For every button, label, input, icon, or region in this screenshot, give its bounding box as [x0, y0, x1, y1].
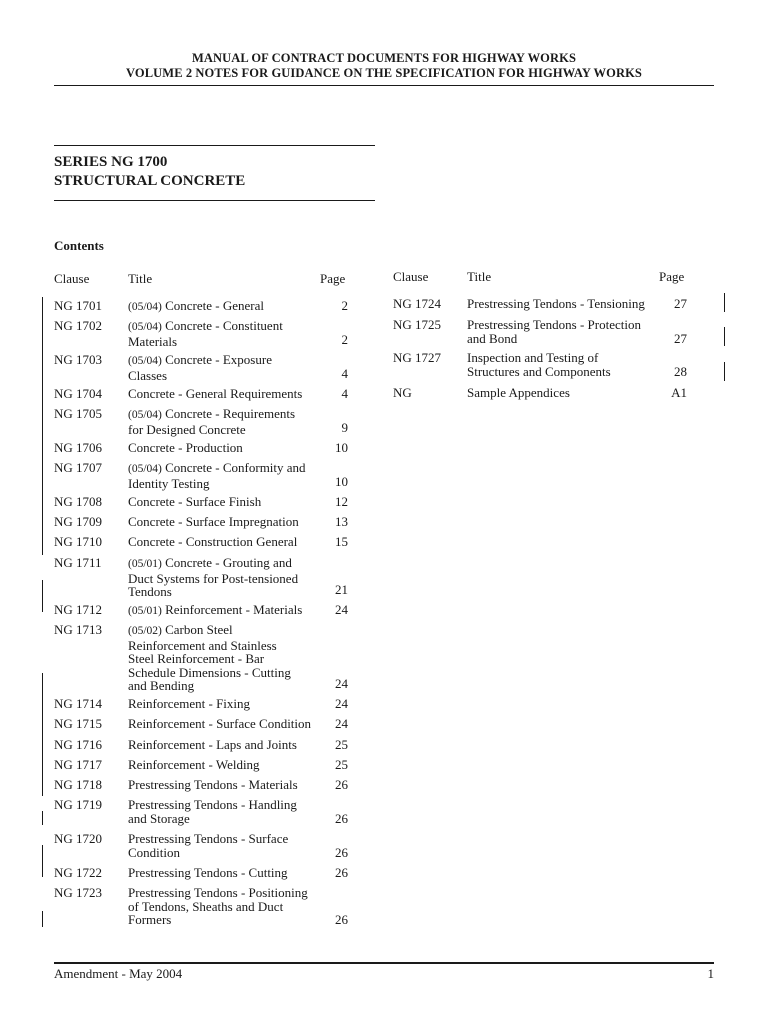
page-reference: 24	[335, 696, 348, 711]
clause-title	[128, 886, 308, 927]
clause-number: NG 1704	[54, 386, 103, 401]
clause-title	[128, 387, 302, 401]
page-reference: 10	[335, 440, 348, 455]
page-reference: 26	[335, 810, 348, 826]
series-number: SERIES NG 1700	[54, 154, 168, 170]
page-reference: 24	[335, 602, 348, 617]
change-bar	[42, 811, 43, 825]
page-reference: 15	[335, 534, 348, 549]
page-reference: 9	[341, 419, 348, 435]
clause-title	[128, 407, 295, 436]
clause-number: NG 1703	[54, 352, 103, 367]
document-header-line-1: MANUAL OF CONTRACT DOCUMENTS FOR HIGHWAY WORKS	[191, 51, 577, 65]
amendment-code: (05/04)	[128, 463, 162, 475]
clause-number: NG 1714	[54, 696, 103, 711]
title-line: Reinforcement - Laps and Joints	[128, 737, 297, 752]
clause-title	[128, 299, 264, 315]
title-line: Materials	[128, 333, 178, 349]
clause-title	[467, 351, 611, 378]
change-bar	[42, 580, 43, 612]
clause-title	[128, 832, 288, 859]
clause-number: NG 1717	[54, 757, 103, 772]
title-line: Identity Testing	[128, 475, 210, 491]
page-reference: 26	[335, 844, 348, 860]
change-bar	[42, 911, 43, 927]
clause-title	[128, 778, 298, 792]
change-bar	[42, 845, 43, 877]
clause-title	[467, 386, 570, 400]
amendment-code: (05/04)	[128, 355, 162, 367]
clause-number: NG 1723	[54, 885, 103, 900]
title-line: for Designed Concrete	[128, 421, 246, 437]
title-line: Reinforcement - Welding	[128, 757, 260, 772]
clause-number: NG 1707	[54, 460, 103, 475]
title-line: Concrete - Construction General	[128, 534, 298, 549]
title-line: Tendons	[128, 584, 172, 599]
title-line: Sample Appendices	[467, 385, 570, 400]
clause-title	[128, 556, 298, 599]
page-reference: 24	[335, 716, 348, 731]
right-col-title-heading: Title	[467, 269, 492, 284]
title-line: Prestressing Tendons - Tensioning	[467, 296, 645, 311]
clause-title	[467, 318, 641, 345]
clause-number: NG 1722	[54, 865, 103, 880]
amendment-code: (05/01)	[128, 605, 162, 617]
clause-number: NG 1709	[54, 514, 103, 529]
clause-title	[467, 297, 645, 311]
page-reference: A1	[671, 385, 687, 400]
title-line: Steel Reinforcement - Bar	[128, 651, 265, 666]
title-line: Prestressing Tendons - Cutting	[128, 865, 288, 880]
title-line: Duct Systems for Post-tensioned	[128, 570, 299, 586]
amendment-code: (05/04)	[128, 301, 162, 313]
left-col-clause-heading: Clause	[54, 271, 90, 286]
amendment-code: (05/04)	[128, 321, 162, 333]
change-bar	[724, 362, 725, 381]
title-line: Condition	[128, 844, 181, 860]
page-reference: 27	[674, 330, 687, 346]
clause-title	[128, 495, 261, 509]
clause-number: NG 1702	[54, 318, 103, 333]
clause-number: NG	[393, 385, 412, 400]
title-line: Concrete - Surface Impregnation	[128, 514, 299, 529]
change-bar	[42, 297, 43, 555]
clause-number: NG 1712	[54, 602, 103, 617]
clause-number: NG 1727	[393, 350, 442, 365]
title-line: Classes	[128, 367, 167, 383]
clause-title	[128, 697, 250, 711]
page-reference: 25	[335, 757, 348, 772]
clause-title	[128, 319, 283, 348]
amendment-code: (05/02)	[128, 625, 162, 637]
clause-number: NG 1706	[54, 440, 103, 455]
page-reference: 25	[335, 737, 348, 752]
clause-title	[128, 461, 306, 490]
title-line: Reinforcement - Surface Condition	[128, 716, 312, 731]
page-reference: 26	[335, 865, 348, 880]
footer-rule	[54, 962, 714, 964]
change-bar	[724, 293, 725, 312]
clause-title	[128, 603, 302, 619]
clause-title	[128, 623, 291, 693]
clause-title	[128, 535, 297, 549]
contents-label: Contents	[54, 238, 104, 253]
page-reference: 28	[674, 363, 687, 379]
title-line: Prestressing Tendons - Handling	[128, 797, 297, 812]
page-reference: 13	[335, 514, 348, 529]
series-top-rule	[54, 145, 375, 146]
page-reference: 12	[335, 494, 348, 509]
clause-number: NG 1710	[54, 534, 103, 549]
title-line: of Tendons, Sheaths and Duct	[128, 898, 284, 914]
clause-number: NG 1705	[54, 406, 103, 421]
series-name: STRUCTURAL CONCRETE	[54, 173, 246, 189]
clause-number: NG 1716	[54, 737, 103, 752]
title-line: Concrete - Conformity and	[165, 460, 306, 475]
clause-number: NG 1701	[54, 298, 103, 313]
title-line: Schedule Dimensions - Cutting	[128, 664, 291, 680]
title-line: Concrete - General Requirements	[128, 386, 303, 401]
title-line: Reinforcement and Stainless	[128, 637, 277, 653]
title-line: Prestressing Tendons - Positioning	[128, 885, 308, 900]
amendment-code: (05/04)	[128, 409, 162, 421]
left-col-title-heading: Title	[128, 271, 153, 286]
clause-number: NG 1708	[54, 494, 103, 509]
amendment-date: Amendment - May 2004	[54, 966, 183, 981]
title-line: and Bending	[128, 678, 195, 693]
page-reference: 21	[335, 582, 348, 597]
clause-number: NG 1715	[54, 716, 103, 731]
page-reference: 26	[335, 912, 348, 927]
title-line: Inspection and Testing of	[467, 350, 599, 365]
title-line: and Storage	[128, 810, 190, 826]
clause-title	[128, 866, 288, 880]
title-line: Concrete - Grouting and	[165, 555, 292, 570]
change-bar	[42, 673, 43, 796]
page-reference: 2	[341, 331, 348, 347]
left-col-page-heading: Page	[320, 271, 346, 286]
title-line: Prestressing Tendons - Materials	[128, 777, 298, 792]
page-reference: 10	[335, 473, 348, 489]
clause-number: NG 1720	[54, 831, 103, 846]
title-line: Reinforcement - Materials	[165, 602, 303, 617]
page-reference: 26	[335, 777, 348, 792]
title-line: Concrete - Production	[128, 440, 243, 455]
clause-title	[128, 738, 297, 752]
title-line: Carbon Steel	[165, 622, 233, 637]
clause-number: NG 1725	[393, 317, 442, 332]
title-line: Prestressing Tendons - Surface	[128, 831, 289, 846]
clause-number: NG 1719	[54, 797, 103, 812]
right-col-page-heading: Page	[659, 269, 685, 284]
right-col-clause-heading: Clause	[393, 269, 429, 284]
page-reference: 4	[341, 386, 348, 401]
series-bottom-rule	[54, 200, 375, 201]
clause-number: NG 1724	[393, 296, 442, 311]
title-line: Concrete - Constituent	[165, 318, 283, 333]
change-bar	[724, 327, 725, 346]
clause-number: NG 1713	[54, 622, 103, 637]
document-header-line-2: VOLUME 2 NOTES FOR GUIDANCE ON THE SPECIFICATION FOR HIGHWAY WORKS	[126, 66, 642, 80]
clause-title	[128, 798, 297, 825]
page-reference: 27	[674, 296, 687, 311]
title-line: Concrete - General	[165, 298, 264, 313]
title-line: Concrete - Surface Finish	[128, 494, 262, 509]
title-line: Concrete - Requirements	[165, 406, 296, 421]
title-line: Reinforcement - Fixing	[128, 696, 251, 711]
page-number: 1	[707, 966, 714, 981]
clause-number: NG 1711	[54, 555, 102, 570]
clause-number: NG 1718	[54, 777, 103, 792]
title-line: and Bond	[467, 330, 518, 346]
page-reference: 24	[335, 676, 348, 691]
clause-title	[128, 717, 311, 731]
clause-title	[128, 758, 260, 772]
title-line: Structures and Components	[467, 363, 611, 379]
clause-title	[128, 515, 299, 529]
clause-title	[128, 441, 243, 455]
clause-title	[128, 353, 272, 382]
header-rule	[54, 85, 714, 86]
page-reference: 2	[341, 298, 348, 313]
title-line: Prestressing Tendons - Protection	[467, 317, 641, 332]
amendment-code: (05/01)	[128, 558, 162, 570]
title-line: Concrete - Exposure	[165, 352, 272, 367]
page-reference: 4	[341, 365, 348, 381]
title-line: Formers	[128, 912, 172, 927]
